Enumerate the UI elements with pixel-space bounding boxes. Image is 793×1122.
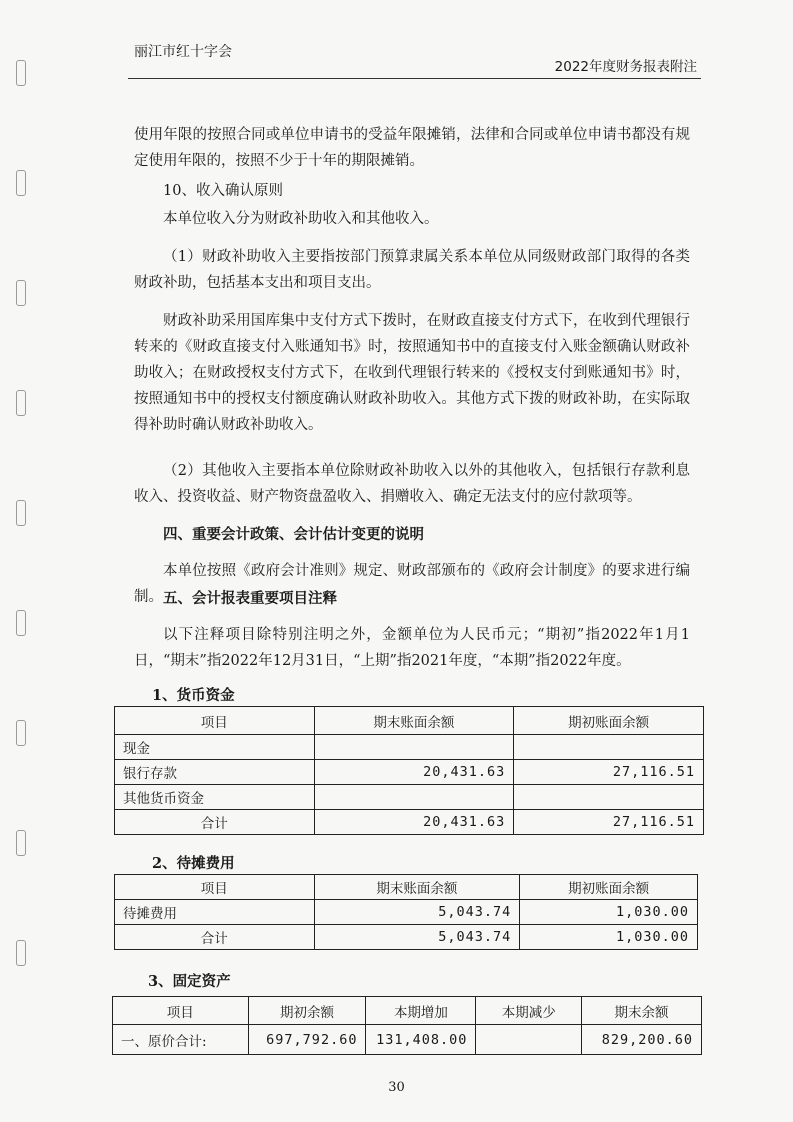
header-doc-title: 2022年度财务报表附注 [554, 59, 697, 75]
cash-table-title: 1、货币资金 [152, 687, 235, 704]
row-label: 其他货币资金 [115, 785, 315, 810]
column-header-opening: 期初账面余额 [520, 875, 698, 900]
column-header-opening: 期初余额 [248, 997, 366, 1025]
table-row [115, 760, 704, 785]
binding-hole-icon [16, 720, 26, 746]
fixed-assets-table [112, 996, 702, 1055]
binding-hole-icon [16, 610, 26, 636]
header-divider [128, 78, 701, 79]
decrease-amount [476, 1025, 582, 1055]
binding-hole-icon [16, 940, 26, 966]
heading-policy-changes: 四、重要会计政策、会计估计变更的说明 [163, 526, 424, 543]
cash-table [114, 706, 704, 835]
opening-balance [514, 785, 704, 810]
table-total-row [115, 810, 704, 835]
opening-balance: 27,116.51 [514, 760, 704, 785]
row-label: 银行存款 [115, 760, 315, 785]
heading-notes: 五、会计报表重要项目注释 [163, 590, 337, 607]
closing-balance: 20,431.63 [314, 760, 514, 785]
fixed-assets-table-title: 3、固定资产 [148, 973, 231, 990]
column-header-item: 项目 [115, 707, 315, 735]
closing-balance: 5,043.74 [314, 900, 520, 925]
table-header-row [115, 707, 704, 735]
table-row [115, 785, 704, 810]
table-row [115, 735, 704, 760]
paragraph-standards: 本单位按照《政府会计准则》规定、财政部颁布的《政府会计制度》的要求进行编制。 [134, 563, 690, 605]
column-header-item: 项目 [113, 997, 249, 1025]
paragraph-fiscal-payment: 财政补助采用国库集中支付方式下拨时，在财政直接支付方式下，在收到代理银行转来的《财政直接支付入账通知书》时，按照通知书中的直接支付入账金额确认财政补助收入；在财政授权支付方式下，在收到代理银行转来的《授权支付到账通知书》时，按照通知书中的授权支付额度确认财政补助收入。其他方式下拨的财政补助，在实际取得补助时确认财政补助收入。 [134, 313, 690, 433]
row-label: 合计 [115, 810, 315, 835]
column-header-item: 项目 [115, 875, 315, 900]
opening-balance: 697,792.60 [248, 1025, 366, 1055]
row-label: 合计 [115, 925, 315, 950]
column-header-closing: 期末账面余额 [314, 707, 514, 735]
heading-revenue-recognition: 10、收入确认原则 [163, 183, 283, 199]
closing-balance: 20,431.63 [314, 810, 514, 835]
table-header-row [115, 875, 698, 900]
column-header-opening: 期初账面余额 [514, 707, 704, 735]
column-header-increase: 本期增加 [366, 997, 476, 1025]
opening-balance: 1,030.00 [520, 900, 698, 925]
opening-balance [514, 735, 704, 760]
table-row [113, 1025, 702, 1055]
closing-balance: 5,043.74 [314, 925, 520, 950]
increase-amount: 131,408.00 [366, 1025, 476, 1055]
header-org: 丽江市红十字会 [134, 44, 232, 60]
paragraph-fiscal-subsidy: （1）财政补助收入主要指按部门预算隶属关系本单位从同级财政部门取得的各类财政补助，包括基本支出和项目支出。 [134, 249, 690, 291]
paragraph-revenue-types: 本单位收入分为财政补助收入和其他收入。 [163, 211, 439, 227]
closing-balance: 829,200.60 [582, 1025, 702, 1055]
binding-hole-icon [16, 170, 26, 196]
paragraph-amortization: 使用年限的按照合同或单位申请书的受益年限摊销，法律和合同或单位申请书都没有规定使用年限的，按照不少于十年的期限摊销。 [134, 127, 690, 169]
column-header-decrease: 本期减少 [476, 997, 582, 1025]
column-header-closing: 期末余额 [582, 997, 702, 1025]
binding-hole-icon [16, 500, 26, 526]
opening-balance: 27,116.51 [514, 810, 704, 835]
binding-hole-icon [16, 390, 26, 416]
opening-balance: 1,030.00 [520, 925, 698, 950]
page-number: 30 [388, 1080, 405, 1095]
table-total-row [115, 925, 698, 950]
paragraph-other-income: （2）其他收入主要指本单位除财政补助收入以外的其他收入，包括银行存款利息收入、投资收益、财产物资盘盈收入、捐赠收入、确定无法支付的应付款项等。 [134, 463, 690, 505]
binding-hole-icon [16, 280, 26, 306]
closing-balance [314, 785, 514, 810]
prepaid-table [114, 874, 698, 950]
row-label: 现金 [115, 735, 315, 760]
prepaid-table-title: 2、待摊费用 [152, 855, 235, 872]
closing-balance [314, 735, 514, 760]
row-label: 待摊费用 [115, 900, 315, 925]
paragraph-period-definitions: 以下注释项目除特别注明之外，金额单位为人民币元；“期初”指2022年1月1日，“期末”指2022年12月31日，“上期”指2021年度，“本期”指2022年度。 [134, 627, 690, 669]
row-label: 一、原价合计: [113, 1025, 249, 1055]
table-row [115, 900, 698, 925]
table-header-row [113, 997, 702, 1025]
binding-hole-icon [16, 830, 26, 856]
column-header-closing: 期末账面余额 [314, 875, 520, 900]
binding-hole-icon [16, 60, 26, 86]
